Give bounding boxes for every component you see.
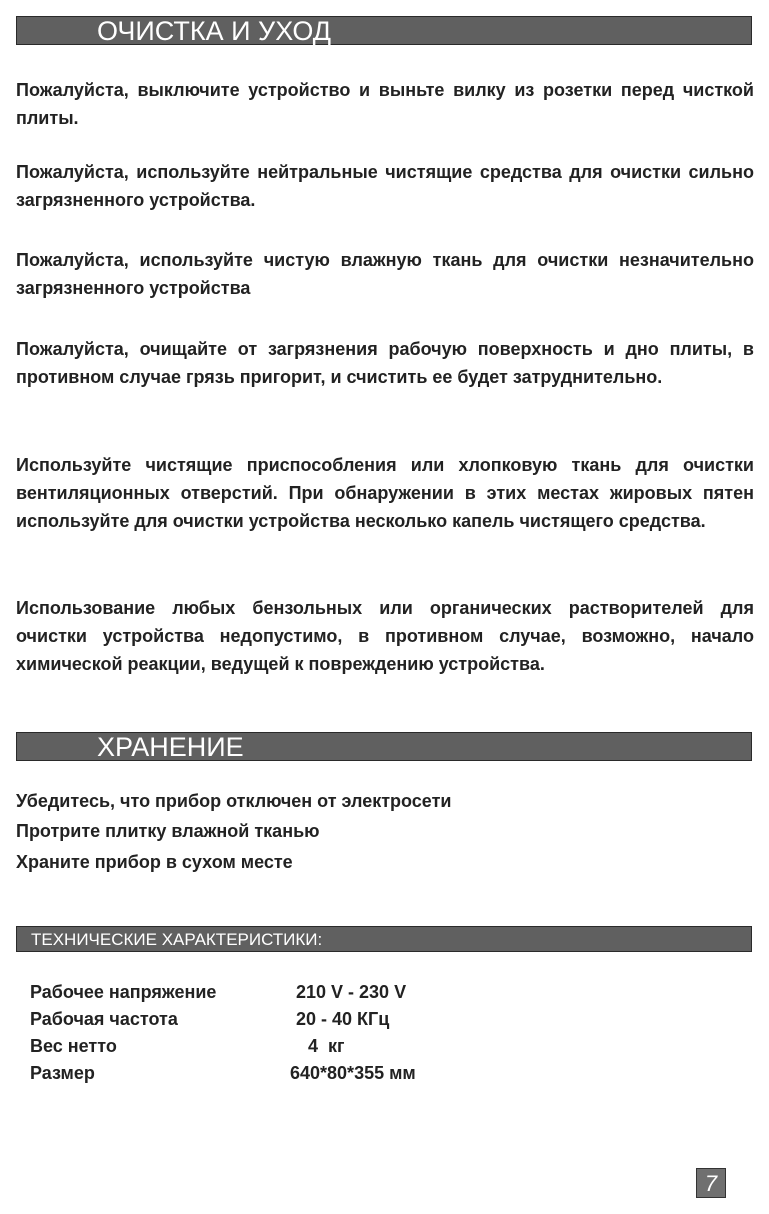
cleaning-paragraph-5: Используйте чистящие приспособления или хлопковую ткань для очистки вентиляционных отверстий. При обнаружении в этих местах жировых пятен используйте для очистки устройства несколько капель чистящего средства. bbox=[16, 455, 754, 531]
specs-header bbox=[16, 926, 752, 952]
cleaning-paragraph-6: Использование любых бензольных или органических растворителей для очистки устройства недопустимо, в противном случае, возможно, начало химической реакции, ведущей к повреждению устройства. bbox=[16, 598, 754, 674]
cleaning-paragraph-3: Пожалуйста, используйте чистую влажную ткань для очистки незначительно загрязненного устройства bbox=[16, 250, 754, 298]
spec-label-weight: Вес нетто bbox=[30, 1036, 117, 1056]
spec-value-size: 640*80*355 мм bbox=[290, 1063, 416, 1083]
spec-value-weight: 4 кг bbox=[308, 1036, 345, 1056]
spec-label-size: Размер bbox=[30, 1063, 95, 1083]
cleaning-paragraph-2: Пожалуйста, используйте нейтральные чистящие средства для очистки сильно загрязненного устройства. bbox=[16, 162, 754, 210]
page-number: 7 bbox=[696, 1168, 726, 1198]
spec-label-voltage: Рабочее напряжение bbox=[30, 982, 217, 1002]
specs-title: ТЕХНИЧЕСКИЕ ХАРАКТЕРИСТИКИ: bbox=[31, 930, 323, 949]
cleaning-paragraph-4: Пожалуйста, очищайте от загрязнения рабочую поверхность и дно плиты, в противном случае грязь пригорит, и счистить ее будет затруднительно. bbox=[16, 339, 754, 387]
spec-value-frequency: 20 - 40 КГц bbox=[296, 1009, 390, 1029]
storage-title: ХРАНЕНИЕ bbox=[97, 732, 244, 762]
spec-value-voltage: 210 V - 230 V bbox=[296, 982, 407, 1002]
storage-line-1: Убедитесь, что прибор отключен от электросети bbox=[16, 791, 452, 811]
cleaning-header bbox=[16, 16, 752, 45]
cleaning-paragraph-1: Пожалуйста, выключите устройство и выньте вилку из розетки перед чисткой плиты. bbox=[16, 80, 754, 128]
spec-label-frequency: Рабочая частота bbox=[30, 1009, 178, 1029]
storage-line-3: Храните прибор в сухом месте bbox=[16, 852, 293, 872]
cleaning-title: ОЧИСТКА И УХОД bbox=[97, 16, 332, 46]
storage-line-2: Протрите плитку влажной тканью bbox=[16, 821, 320, 841]
storage-header bbox=[16, 732, 752, 761]
